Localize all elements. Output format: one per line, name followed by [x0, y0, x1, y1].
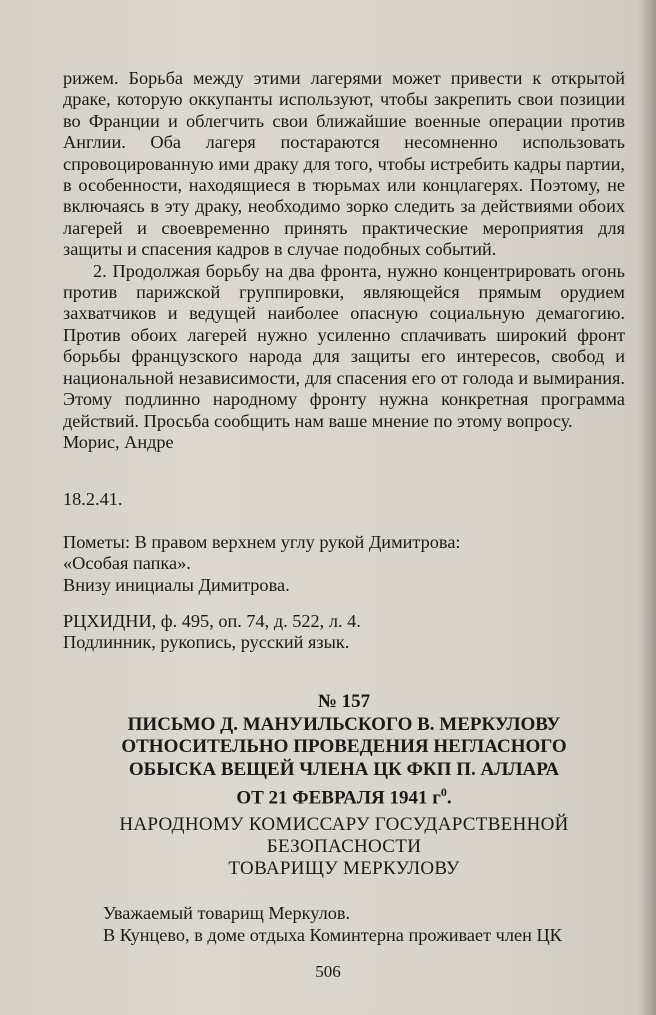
greeting-line: [103, 903, 625, 924]
letter-body: [63, 68, 625, 453]
addressee-block: [63, 814, 625, 880]
letter-date: 18.2.41.: [63, 489, 123, 509]
document-title-line-2: ОТНОСИТЕЛЬНО ПРОВЕДЕНИЯ НЕГЛАСНОГО: [121, 736, 567, 757]
top-paragraph: рижем. Борьба между этими лагерями может привести к открытой драке, которую оккупанты используют, чтобы закрепить свои позиции во Франции и облегчить свои ближайшие военные операции против Англии. Оба лагеря постараются несомненно использовать спровоцированную ими драку для того, чтобы истребить кадры партии, в особенности, находящиеся в тюрьмах или концлагерях. Поэтому, не включаясь в эту драку, необходимо зорко следить за действиями обоих лагерей и своевременно принять практические мероприятия для защиты и спасения кадров в случае подобных событий.: [63, 68, 625, 260]
signature: Морис, Андре: [63, 431, 174, 452]
addressee-line-1: НАРОДНОМУ КОМИССАРУ ГОСУДАРСТВЕННОЙ: [119, 814, 569, 835]
notes-line-1: Пометы: В правом верхнем углу рукой Димитрова:: [63, 532, 461, 552]
page-number: 506: [315, 962, 341, 981]
document-title-superscript: 0: [440, 785, 447, 799]
notes-block: [63, 532, 625, 596]
document-number: № 157: [317, 691, 371, 712]
addressee-line-2: БЕЗОПАСНОСТИ: [266, 836, 422, 857]
document-title-line-4: [63, 781, 625, 810]
document-title-date: ОТ 21 ФЕВРАЛЯ 1941 г: [236, 787, 441, 809]
document-heading: [63, 691, 625, 810]
document-title-line-1: ПИСЬМО Д. МАНУИЛЬСКОГО В. МЕРКУЛОВУ: [127, 713, 561, 735]
greeting: Уважаемый товарищ Меркулов.: [103, 903, 351, 923]
notes-line-3: Внизу инициалы Димитрова.: [63, 574, 290, 595]
addressee-line-3: ТОВАРИЩУ МЕРКУЛОВУ: [228, 858, 460, 879]
body-start: В Кунцево, в доме отдыха Коминтерна проживает член ЦК: [103, 925, 562, 945]
archive-block: [63, 611, 625, 654]
archive-description: Подлинник, рукопись, русский язык.: [63, 632, 350, 653]
body-start-line: [103, 925, 633, 946]
document-title-line-3: ОБЫСКА ВЕЩЕЙ ЧЛЕНА ЦК ФКП П. АЛЛАРА: [128, 758, 560, 780]
date-line: [63, 489, 625, 510]
document-title-period: .: [446, 787, 452, 809]
point-2-paragraph: 2. Продолжая борьбу на два фронта, нужно концентрировать огонь против парижской группировки, являющейся прямым орудием захватчиков и ведущей наиболее опасную социальную демагогию. Против обоих лагерей нужно усиленно сплачивать широкий фронт борьбы французского народа для защиты его интересов, свобод и национальной независимости, для спасения его от голода и вымирания. Этому подлинно народному фронту нужна конкретная программа действий. Просьба сообщить нам ваше мнение по этому вопросу.: [63, 260, 625, 431]
notes-line-2: «Особая папка».: [63, 553, 191, 574]
archive-reference: РЦХИДНИ, ф. 495, оп. 74, д. 522, л. 4.: [63, 611, 361, 631]
